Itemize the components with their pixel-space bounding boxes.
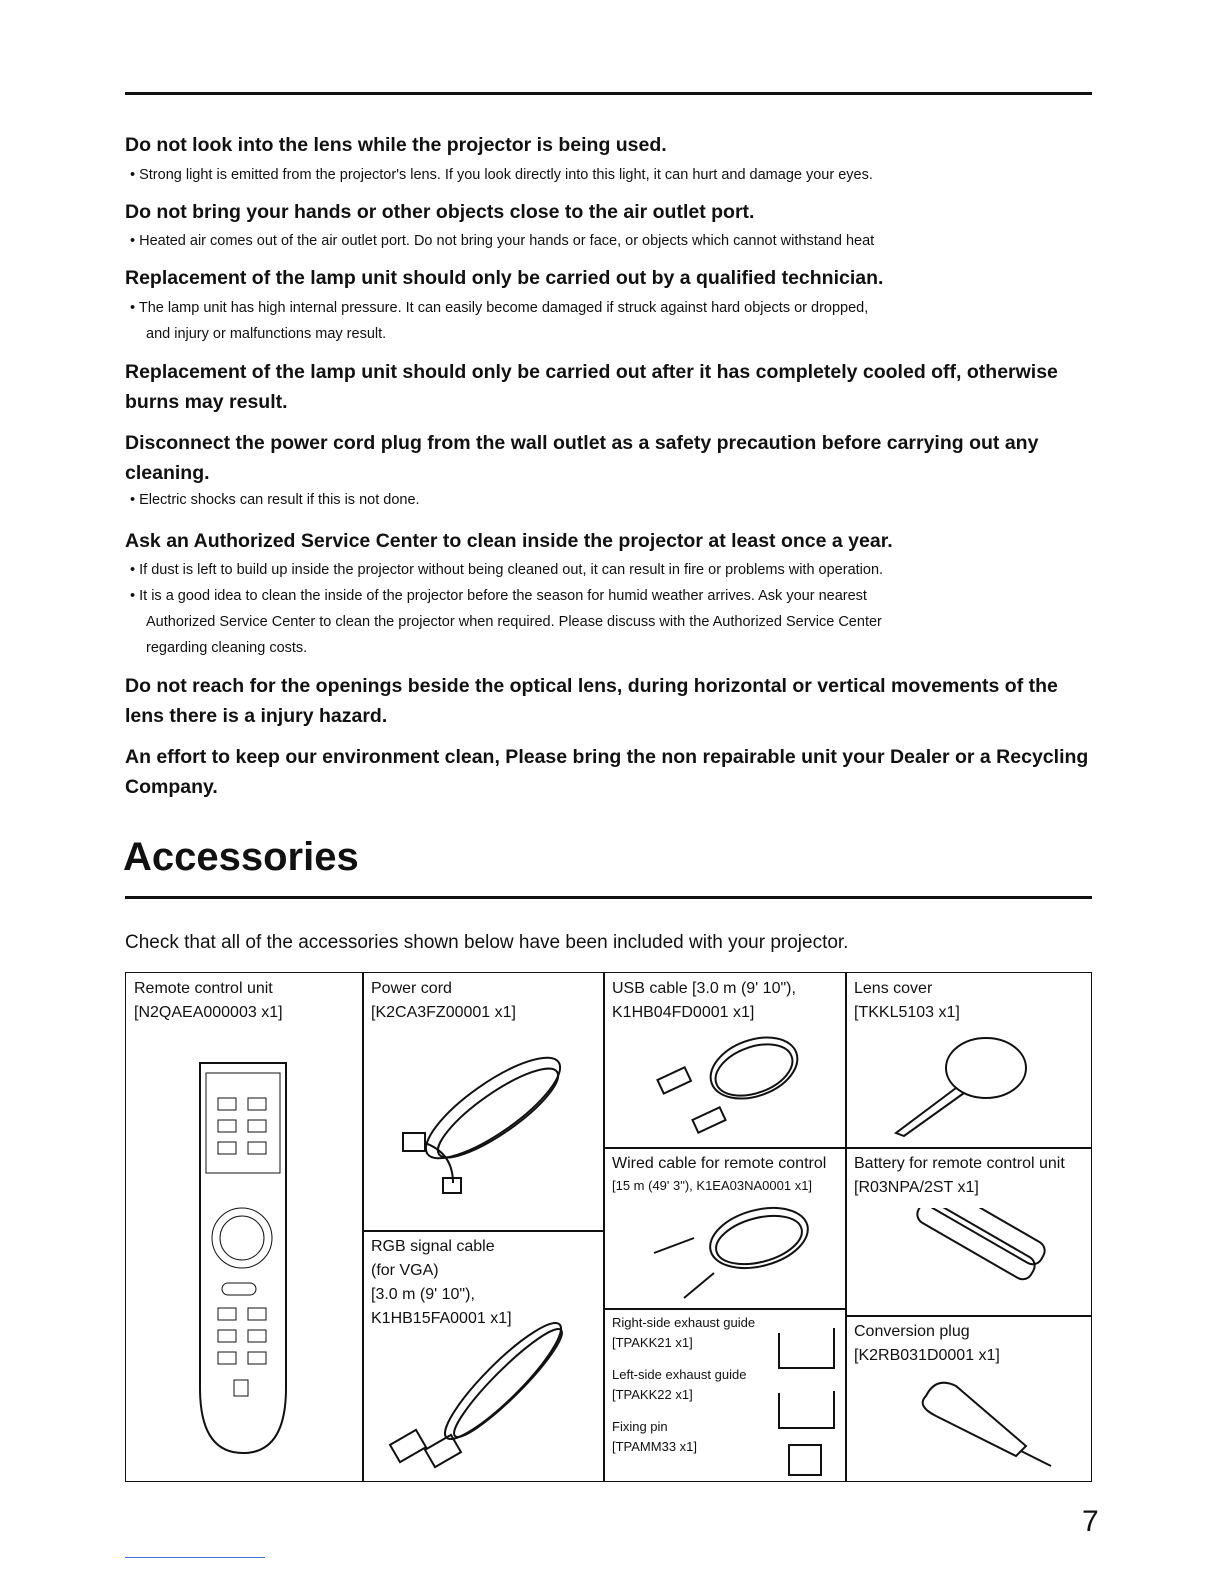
power-cord-illustration <box>383 1053 583 1203</box>
power-cord-cell: Power cord [K2CA3FZ00001 x1] <box>362 972 605 1232</box>
battery-illustration <box>901 1208 1071 1308</box>
remote-control-illustration <box>196 1058 291 1458</box>
warning-bullet: • The lamp unit has high internal pressure. It can easily become damaged if struck against hard objects or dropped, and injury or malfunctions may result. <box>130 300 869 342</box>
conversion-plug-cell: Conversion plug [K2RB031D0001 x1] <box>845 1315 1092 1482</box>
section-rule <box>125 896 1092 899</box>
warning-heading: Replacement of the lamp unit should only be carried out by a qualified technician. <box>125 267 884 289</box>
wired-cable-cell: Wired cable for remote control [15 m (49' 3"), K1EA03NA0001 x1] <box>603 1147 847 1310</box>
warning-heading: Do not look into the lens while the projector is being used. <box>125 134 667 156</box>
lens-cover-illustration <box>886 1028 1036 1143</box>
exhaust-guide-illustration <box>774 1323 844 1478</box>
right-guide-label: Right-side exhaust guide [TPAKK21 x1] <box>612 1315 756 1350</box>
warning-bullet: • Strong light is emitted from the projector's lens. If you look directly into this light, it can hurt and damage your eyes. <box>130 167 873 183</box>
warning-bullet: • If dust is left to build up inside the projector without being cleaned out, it can result in fire or problems with operation. • It is a good idea to clean the inside of the projector before the season for humid weather arrives. Ask your nearest Authorized Service Center to clean the projector when required. Please discuss with the Authorized Service Center regarding cleaning costs. <box>130 562 884 656</box>
page-number: 7 <box>1082 1505 1099 1538</box>
usb-cable-cell: USB cable [3.0 m (9' 10"), K1HB04FD0001 x1] <box>603 972 847 1149</box>
exhaust-guides-cell: Right-side exhaust guide [TPAKK21 x1] Left-side exhaust guide [TPAKK22 x1] Fixing pin [TPAMM33 x1] <box>603 1308 847 1482</box>
accessories-intro: Check that all of the accessories shown below have been included with your projector. <box>125 932 849 953</box>
warning-heading: Do not bring your hands or other objects close to the air outlet port. <box>125 201 755 223</box>
footer-line <box>125 1557 265 1558</box>
rgb-cable-illustration <box>383 1321 583 1471</box>
conversion-plug-illustration <box>916 1376 1066 1476</box>
top-rule <box>125 92 1092 95</box>
battery-cell: Battery for remote control unit [R03NPA/2ST x1] <box>845 1147 1092 1317</box>
remote-cell: Remote control unit [N2QAEA000003 x1] <box>125 972 364 1482</box>
warning-heading: Disconnect the power cord plug from the wall outlet as a safety precaution before carrying out any cleaning. <box>125 432 1039 484</box>
warning-heading: Ask an Authorized Service Center to clean inside the projector at least once a year. <box>125 530 893 552</box>
usb-cable-illustration <box>649 1033 809 1143</box>
warning-heading: Do not reach for the openings beside the optical lens, during horizontal or vertical movements of the lens there is a injury hazard. <box>125 675 1058 727</box>
warning-bullet: • Heated air comes out of the air outlet port. Do not bring your hands or face, or objects which cannot withstand heat <box>130 233 875 249</box>
warning-heading: An effort to keep our environment clean, Please bring the non repairable unit your Dealer or a Recycling Company. <box>125 746 1089 798</box>
warning-heading: Replacement of the lamp unit should only be carried out after it has completely cooled off, otherwise burns may result. <box>125 361 1058 413</box>
rgb-cable-cell: RGB signal cable (for VGA) [3.0 m (9' 10"), K1HB15FA0001 x1] <box>362 1230 605 1482</box>
wired-cable-illustration <box>644 1203 814 1308</box>
lens-cover-cell: Lens cover [TKKL5103 x1] <box>845 972 1092 1149</box>
section-title: Accessories <box>123 835 359 879</box>
warning-bullet: • Electric shocks can result if this is not done. <box>130 492 420 508</box>
